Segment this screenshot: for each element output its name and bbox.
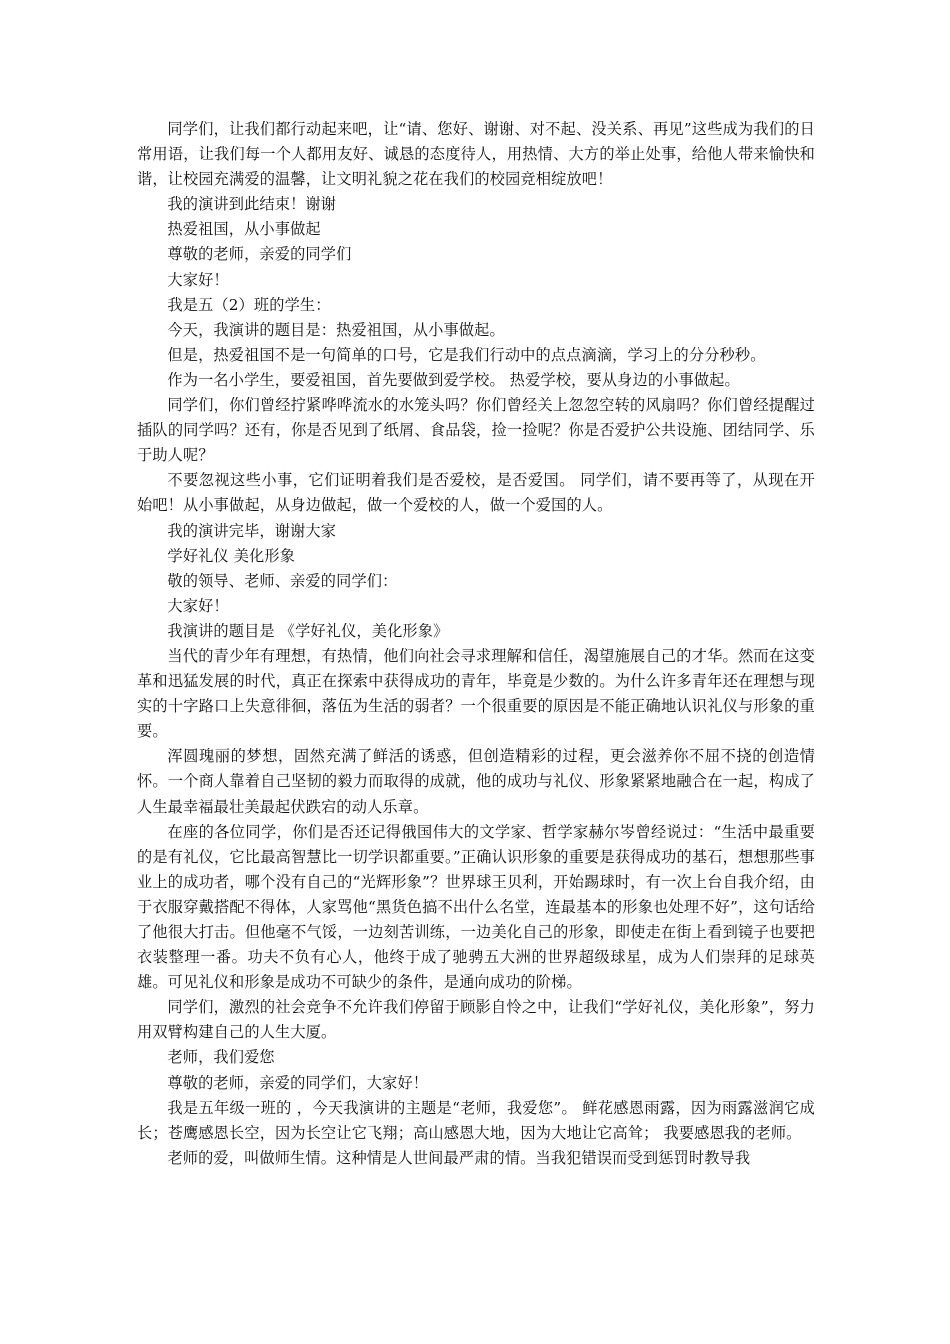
speech-title-teacher: 老师，我们爱您 [167,1048,275,1067]
paragraph-gratitude: 我是五年级一班的 ，今天我演讲的主题是“老师，我爱您”。 鲜花感恩雨露，因为雨露滋润它成长；苍鹰感恩长空，因为长空让它飞翔；高山感恩大地，因为大地让它高耸； 我要感恩我的老师。 [137,1098,815,1142]
speech-topic: 今天，我演讲的题目是：热爱祖国，从小事做起。 [167,320,505,339]
greeting-leaders: 敬的领导、老师、亲爱的同学们： [167,571,398,590]
speaker-intro: 我是五（2）班的学生： [167,295,331,314]
document-page [137,117,815,1171]
paragraph-teacher-love: 老师的爱，叫做师生情。这种情是人世间最严肃的情。当我犯错误而受到惩罚时教导我 [167,1148,751,1167]
paragraph-dreams: 浑圆瑰丽的梦想，固然充满了鲜活的诱惑，但创造精彩的过程，更会滋养你不屈不挠的创造情怀。一个商人靠着自己坚韧的毅力而取得的成就，他的成功与礼仪、形象紧紧地融合在一起，构成了人生最幸福最壮美最起伏跌宕的动人乐章。 [137,747,815,816]
paragraph-small-things: 不要忽视这些小事，它们证明着我们是否爱校，是否爱国。 同学们，请不要再等了，从现在开始吧！从小事做起，从身边做起，做一个爱校的人，做一个爱国的人。 [137,471,815,515]
greeting-teacher-speech: 尊敬的老师，亲爱的同学们，大家好！ [167,1073,429,1092]
paragraph-questions: 同学们，你们曾经拧紧哗哗流水的水笼头吗？你们曾经关上忽忽空转的风扇吗？你们曾经提醒过插队的同学吗？还有，你是否见到了纸屑、食品袋，捡一捡呢？你是否爱护公共设施、团结同学、乐于助人呢？ [137,396,815,465]
greeting-hello-2: 大家好！ [167,596,229,615]
speech-title-etiquette: 学好礼仪 美化形象 [167,546,296,565]
paragraph-not-slogan: 但是，热爱祖国不是一句简单的口号，它是我们行动中的点点滴滴，学习上的分分秒秒。 [167,345,766,364]
speech-topic-etiquette: 我演讲的题目是 《学好礼仪，美化形象》 [167,621,449,640]
paragraph-pele: 在座的各位同学，你们是否还记得俄国伟大的文学家、哲学家赫尔岑曾经说过：“生活中最重要的是有礼仪，它比最高智慧比一切学识都重要。”正确认识形象的重要是获得成功的基石，想想那些事业上的成功者，哪个没有自己的“光辉形象”？世界球王贝利，开始踢球时，有一次上台自我介绍，由于衣服穿戴搭配不得体，人家骂他“黑货色搞不出什么名堂，连最基本的形象也处理不好”，这句话给了他很大打击。但他毫不气馁，一边刻苦训练，一边美化自己的形象，即使走在街上看到镜子也要把衣装整理一番。功夫不负有心人，他终于成了驰骋五大洲的世界超级球星，成为人们崇拜的足球英雄。可见礼仪和形象是成功不可缺少的条件，是通向成功的阶梯。 [137,822,815,992]
greeting-hello: 大家好！ [167,270,229,289]
paragraph-competition: 同学们，激烈的社会竞争不允许我们停留于顾影自怜之中，让我们“学好礼仪，美化形象”，努力用双臂构建自己的人生大厦。 [137,998,815,1042]
greeting-teachers-students: 尊敬的老师，亲爱的同学们 [167,245,352,264]
paragraph-youth: 当代的青少年有理想，有热情，他们向社会寻求理解和信任，渴望施展自己的才华。然而在这变革和迅猛发展的时代，真正在探索中获得成功的青年，毕竟是少数的。为什么许多青年还在理想与现实的十字路口上失意徘徊，落伍为生活的弱者？一个很重要的原因是不能正确地认识礼仪与形象的重要。 [137,646,815,741]
speech-title-love-country: 热爱祖国，从小事做起 [167,220,321,239]
paragraph-speech-end: 我的演讲到此结束！谢谢 [167,195,337,214]
paragraph-thanks: 我的演讲完毕，谢谢大家 [167,521,337,540]
paragraph-civility-call: 同学们，让我们都行动起来吧，让“请、您好、谢谢、对不起、没关系、再见”这些成为我们的日常用语，让我们每一个人都用友好、诚恳的态度待人，用热情、大方的举止处事，给他人带来愉快和谐，让校园充满爱的温馨，让文明礼貌之花在我们的校园竞相绽放吧！ [137,120,815,189]
paragraph-love-school: 作为一名小学生，要爱祖国，首先要做到爱学校。 热爱学校，要从身边的小事做起。 [167,370,740,389]
